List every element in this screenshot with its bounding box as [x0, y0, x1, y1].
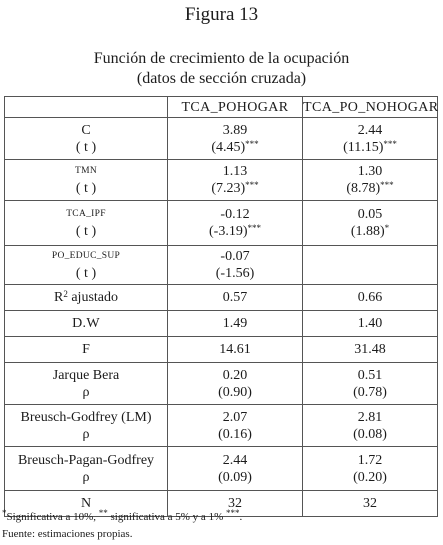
value-cell: 0.57 [168, 285, 303, 311]
coefficient: -0.07 [220, 249, 250, 264]
t-statistic [168, 139, 302, 156]
t-statistic [168, 265, 302, 282]
statistic: 2.07 [222, 409, 248, 425]
significance-marker: *** [245, 180, 259, 190]
statistic: 0.51 [357, 367, 383, 383]
t-statistic [168, 223, 302, 240]
coefficient: 3.89 [222, 122, 248, 138]
row-label-cell [5, 405, 168, 447]
value-cell: 0.66 [303, 285, 438, 311]
coefficient: 1.30 [357, 164, 383, 179]
t-statistic [303, 180, 437, 197]
row-label: TMN [74, 166, 97, 176]
figure-title: Figura 13 [184, 4, 259, 25]
coefficient: 0.05 [357, 207, 383, 222]
rho-symbol: ρ [82, 384, 90, 400]
caption-title: Función de crecimiento de la ocupación [93, 50, 350, 67]
t-statistic [303, 139, 437, 156]
t-statistic [168, 180, 302, 197]
value-cell [303, 363, 438, 405]
statistic: 2.44 [222, 452, 248, 468]
row-label: N [5, 491, 168, 517]
statistic: 1.72 [357, 452, 383, 468]
superscript-two: 2 [63, 289, 68, 299]
t-value: (1.88) [350, 224, 385, 239]
p-value: (0.20) [353, 469, 387, 485]
p-value: (0.90) [218, 384, 252, 400]
statistic: 0.20 [222, 367, 248, 383]
p-value: (0.09) [218, 469, 252, 485]
row-label: Jarque Bera [52, 367, 120, 383]
rho-symbol: ρ [82, 469, 90, 485]
significance-marker: *** [247, 223, 261, 233]
row-label-cell [5, 246, 168, 285]
significance-marker: *** [380, 180, 394, 190]
p-value: (0.78) [353, 384, 387, 400]
value-cell: 1.40 [303, 311, 438, 337]
row-sublabel: ( t ) [75, 266, 97, 281]
value-cell: 32 [303, 491, 438, 517]
header-empty-cell [5, 97, 168, 118]
coefficient: 2.44 [357, 122, 383, 138]
t-value: (7.23) [211, 181, 246, 196]
value-cell [303, 201, 438, 246]
table-row [5, 246, 438, 285]
value-cell [168, 118, 303, 160]
footnote-text: Significativa a 10%, [6, 511, 99, 523]
table-row [5, 118, 438, 160]
row-label: F [5, 337, 168, 363]
t-value: (8.78) [346, 181, 381, 196]
value-cell [303, 160, 438, 201]
value-cell [303, 405, 438, 447]
value-cell [168, 246, 303, 285]
value-cell [303, 447, 438, 491]
table-row [5, 447, 438, 491]
significance-marker: *** [383, 138, 397, 149]
row-label-rest: ajustado [67, 290, 118, 305]
table-row [5, 337, 438, 363]
value-cell [168, 447, 303, 491]
value-cell: 31.48 [303, 337, 438, 363]
table-row [5, 285, 438, 311]
header-tca-pohogar: TCA_POHOGAR [168, 97, 303, 118]
t-value: (-3.19) [209, 224, 248, 239]
p-value: (0.16) [218, 426, 252, 442]
value-cell [168, 201, 303, 246]
empty-value-cell [303, 246, 438, 285]
statistic: 2.81 [357, 409, 383, 425]
caption-subtitle: (datos de sección cruzada) [136, 70, 307, 87]
row-sublabel: ( t ) [75, 181, 97, 196]
value-cell [168, 405, 303, 447]
t-value: (11.15) [343, 139, 384, 155]
table-row [5, 160, 438, 201]
t-statistic [303, 223, 437, 240]
footnote-marker: *** [225, 508, 240, 518]
source-note: Fuente: estimaciones propias. [2, 528, 133, 540]
row-sublabel: ( t ) [75, 224, 97, 239]
footnote-marker: ** [98, 508, 108, 518]
rho-symbol: ρ [82, 426, 90, 442]
value-cell [168, 363, 303, 405]
row-label-cell [5, 447, 168, 491]
header-tca-po-nohogar: TCA_PO_NOHOGAR [303, 97, 438, 118]
significance-footnote [2, 508, 243, 523]
t-value: (4.45) [211, 139, 246, 155]
coefficient: -0.12 [220, 207, 250, 222]
table-row [5, 363, 438, 405]
p-value: (0.08) [353, 426, 387, 442]
row-sublabel: ( t ) [75, 139, 97, 155]
row-label-cell [5, 285, 168, 311]
value-cell: 14.61 [168, 337, 303, 363]
footnote-text: significativa a 5% y a 1% [107, 511, 226, 523]
coefficient: 1.13 [222, 164, 248, 179]
footnote-marker: * [2, 508, 7, 518]
value-cell [303, 118, 438, 160]
row-label-cell [5, 201, 168, 246]
t-value: (-1.56) [215, 266, 255, 281]
row-label-cell [5, 160, 168, 201]
table-row [5, 201, 438, 246]
row-label: R [54, 290, 64, 305]
row-label: PO_EDUC_SUP [51, 251, 121, 261]
table-header-row [5, 97, 438, 118]
row-label: Breusch-Pagan-Godfrey [17, 452, 155, 468]
row-label-cell [5, 363, 168, 405]
row-label: Breusch-Godfrey (LM) [20, 409, 152, 425]
value-cell: 1.49 [168, 311, 303, 337]
row-label: C [81, 122, 91, 138]
significance-marker: * [384, 223, 390, 233]
value-cell: 32 [168, 491, 303, 517]
table-row [5, 405, 438, 447]
table-row [5, 311, 438, 337]
value-cell [168, 160, 303, 201]
row-label: D.W [5, 311, 168, 337]
row-label-cell [5, 118, 168, 160]
regression-table [4, 96, 438, 517]
significance-marker: *** [245, 138, 259, 149]
footnote-text: . [239, 511, 243, 523]
row-label: TCA_IPF [66, 209, 106, 219]
